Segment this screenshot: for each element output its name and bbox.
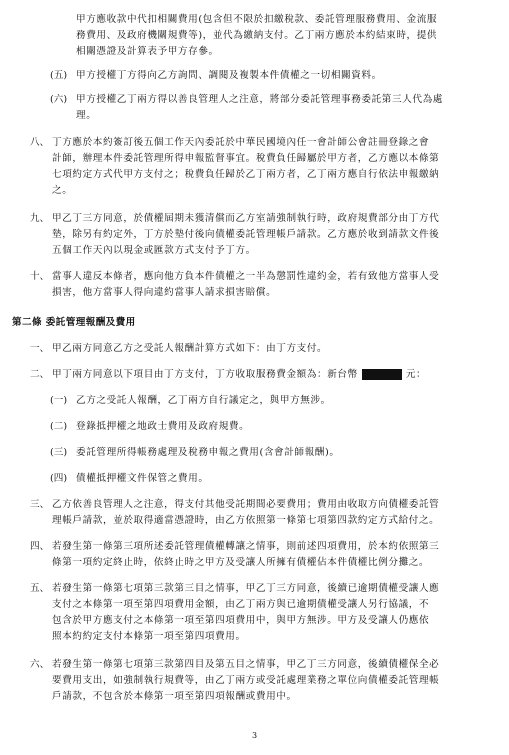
page-number: 3	[251, 731, 258, 740]
text-line: 登錄抵押權之地政士費用及政府規費。	[76, 421, 250, 432]
text-line: 損害，他方當事人得向違約當事人請求損害賠償。	[52, 287, 277, 298]
text-line: 計師，辦理本件委託管理所得申報監督事宜。稅費負任歸屬於甲方者，乙方應以本條第	[52, 153, 440, 164]
text-line: 甲乙兩方同意乙方之受託人報酬計算方式如下：由丁方支付。	[52, 343, 328, 354]
text-line: 條第一項約定終止時，依終止時之甲方及受讓人所擁有債權佔本件債權比例分攤之。	[52, 557, 430, 568]
text-before-amount: 甲丁兩方同意以下項目由丁方支付，丁方收取服務費金額為：新台幣	[52, 369, 358, 380]
text-after-amount: 元：	[405, 369, 427, 380]
item-number: (五)	[50, 70, 68, 81]
article-number: 四、	[30, 541, 50, 552]
text-line: 乙方依善良管理人之注意，得支付其他受託期間必要費用；費用由收取方向債權委託管	[52, 499, 440, 510]
text-line: 理帳戶請款，並於取得適當憑證時，由乙方依照第一條第七項第四款約定方式給付之。	[52, 515, 440, 526]
text-line: 支付之本條第一項至第四項費用金額，由乙丁兩方與已逾期債權受讓人另行協議，不	[52, 599, 430, 610]
text-line: 五個工作天內以現金或匯款方式支付予丁方。	[52, 245, 256, 256]
text-line: 甲方授權丁方得向乙方詢問、調閱及複製本件債權之一切相關資料。	[76, 70, 382, 81]
text-line: 七項約定方式代甲方支付之；稅費負任歸於乙丁兩方者，乙丁兩方應自行依法申報繳納	[52, 169, 440, 180]
article-number: 九、	[30, 213, 50, 224]
text-line	[52, 369, 426, 381]
article-number: 十、	[30, 271, 50, 282]
text-line: 照本約約定支付本條第一項至第四項費用。	[52, 631, 246, 642]
article-number: 一、	[30, 343, 50, 354]
item-number: (三)	[50, 447, 68, 458]
item-number: (一)	[50, 395, 68, 406]
text-line: 務費用、及政府機關規費等)，並代為繳納支付。乙丁兩方應於本約結束時，提供	[76, 30, 438, 41]
redacted-amount	[362, 369, 402, 380]
text-line: 若發生第一條第七項第三款第四目及第五目之情事，甲乙丁三方同意，後續債權保全必	[52, 659, 440, 670]
text-line: 若發生第一條第七項第三款第三目之情事，甲乙丁三方同意，後續已逾期債權受讓人應	[52, 583, 440, 594]
article-number: 六、	[30, 659, 50, 670]
text-line: 甲方授權乙丁兩方得以善良管理人之注意，將部分委託管理事務委託第三人代為處	[76, 94, 443, 105]
text-line: 之。	[52, 185, 73, 196]
section-heading: 第二條 委託管理報酬及費用	[12, 317, 136, 328]
text-line: 債權抵押權文件保管之費用。	[76, 473, 209, 484]
article-number: 五、	[30, 583, 50, 594]
item-number: (六)	[50, 94, 68, 105]
text-line: 丁方應於本約簽訂後五個工作天內委託於中華民國境內任一會計師公會註冊登錄之會	[52, 137, 430, 148]
text-line: 理。	[76, 110, 97, 121]
text-line: 甲方應收款中代扣相關費用(包含但不限於扣繳稅款、委託管理服務費用、金流服	[76, 14, 438, 25]
article-number: 三、	[30, 499, 50, 510]
text-line: 包含於甲方應支付之本條第一項至第四項費用中，與甲方無涉。甲方及受讓人仍應依	[52, 615, 430, 626]
item-number: (四)	[50, 473, 68, 484]
text-line: 當事人違反本條者，應向他方負本件債權之一半為懲罰性違約金，若有致他方當事人受	[52, 271, 440, 282]
text-line: 乙方之受託人報酬，乙丁兩方自行議定之，與甲方無涉。	[76, 395, 331, 406]
text-line: 相關憑證及計算表予甲方存參。	[76, 46, 219, 57]
text-line: 要費用支出，如強制執行規費等，由乙丁兩方或受託處理業務之單位向債權委託管理帳	[52, 675, 440, 686]
text-line: 戶請款，不包含於本條第一項至第四項報酬或費用中。	[52, 691, 297, 702]
article-number: 二、	[30, 369, 50, 380]
text-line: 甲乙丁三方同意，於債權屆期未獲清償而乙方室請強制執行時，政府規費部分由丁方代	[52, 213, 440, 224]
text-line: 墊，除另有約定外，丁方於墊付後向債權委託管理帳戶請款。乙方應於收到請款文件後	[52, 229, 440, 240]
item-number: (二)	[50, 421, 68, 432]
text-line: 委託管理所得帳務處理及稅務申報之費用(含會計師報酬)。	[76, 447, 340, 458]
text-line: 若發生第一條第三項所述委託管理債權轉讓之情事，則前述四項費用，於本約依照第三	[52, 541, 440, 552]
article-number: 八、	[30, 137, 50, 148]
